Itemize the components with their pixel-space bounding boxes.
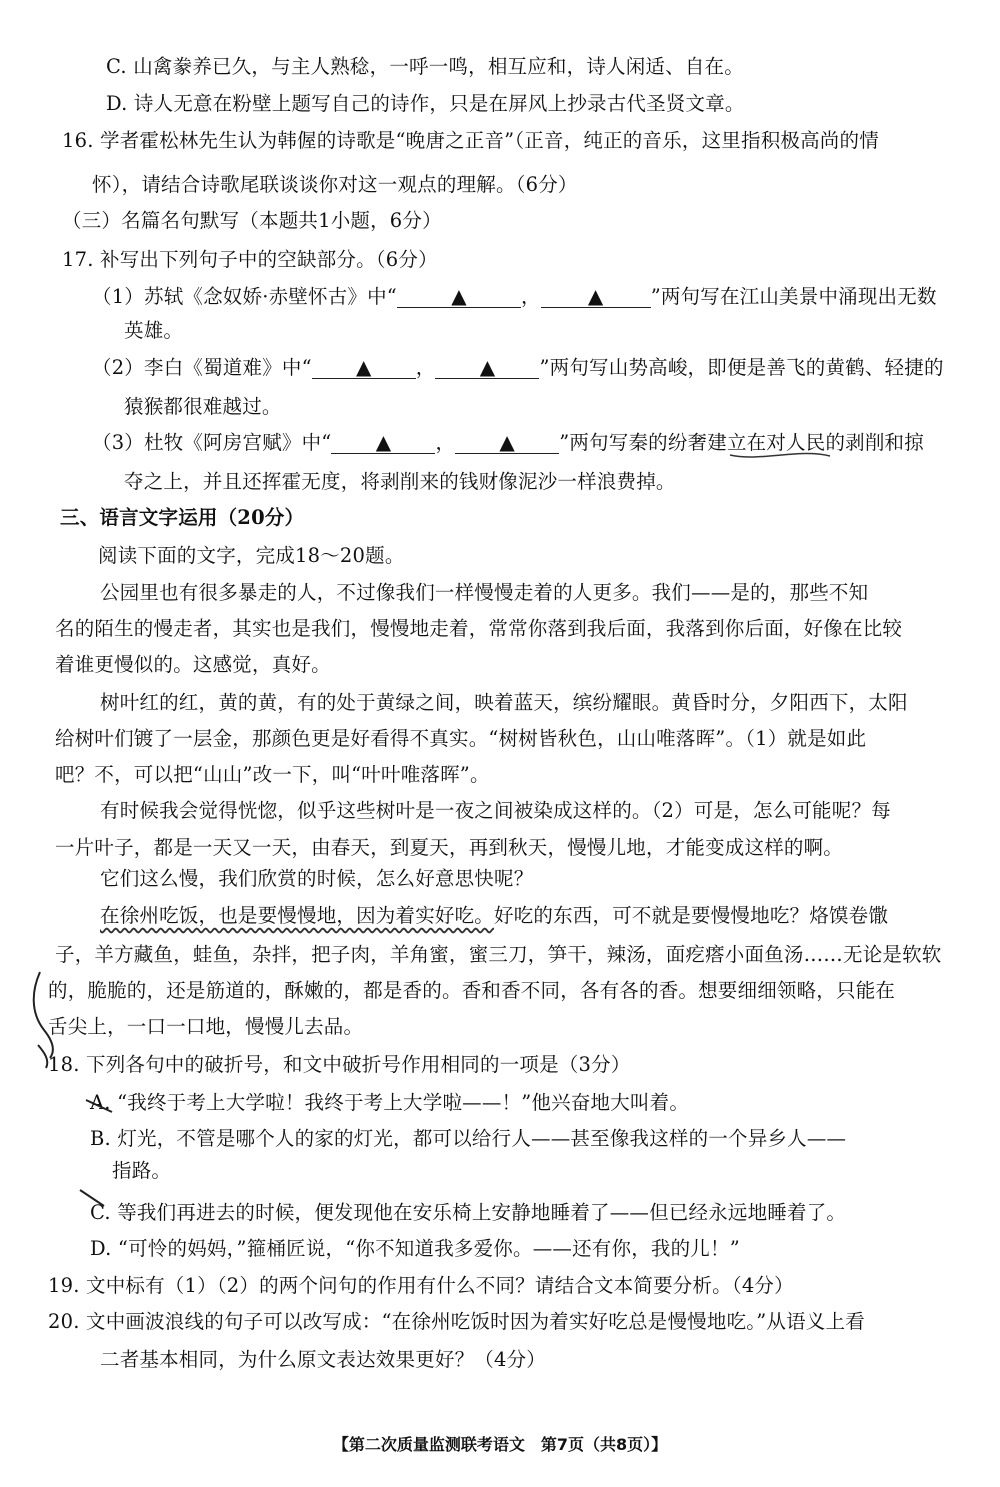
q15-option-d: D. 诗人无意在粉壁上题写自己的诗作，只是在屏风上抄录古代圣贤文章。 bbox=[106, 92, 745, 115]
question-18-circle-mark bbox=[38, 1045, 47, 1068]
q17-item-3-line-2: 夺之上，并且还挥霍无度，将剥削来的钱财像泥沙一样浪费掉。 bbox=[124, 470, 676, 493]
section-3-heading: （三）名篇名句默写（本题共1小题，6分） bbox=[62, 209, 442, 232]
q17-item-2-line-2: 猿猴都很难越过。 bbox=[124, 395, 282, 418]
q18-option-b-line-2: 指路。 bbox=[112, 1159, 172, 1182]
q17-item-1-prefix: （1）苏轼《念奴娇·赤壁怀古》中“ bbox=[92, 285, 397, 308]
wavy-underlined-sentence: 在徐州吃饭，也是要慢慢地，因为着实好吃。 bbox=[100, 904, 495, 927]
blank-triangle-icon: ▲ bbox=[479, 355, 496, 379]
q17-item-2-prefix: （2）李白《蜀道难》中“ bbox=[92, 356, 312, 379]
passage-p5-line-4: 舌尖上，一口一口地，慢慢儿去品。 bbox=[48, 1015, 364, 1038]
passage-p2-line-3: 吧？不，可以把“山山”改一下，叫“叶叶唯落晖”。 bbox=[55, 763, 490, 786]
q15-option-c: C. 山禽豢养已久，与主人熟稔，一呼一鸣，相互应和，诗人闲适、自在。 bbox=[106, 55, 744, 78]
part-3-title: 三、语言文字运用（20分） bbox=[60, 506, 305, 529]
blank-triangle-icon: ▲ bbox=[499, 430, 515, 454]
blank-triangle-icon: ▲ bbox=[355, 355, 372, 379]
q18-option-a: A. “我终于考上大学啦！我终于考上大学啦——！”他兴奋地大叫着。 bbox=[90, 1091, 690, 1114]
q17-comma: ， bbox=[520, 285, 541, 308]
passage-p2-line-2: 给树叶们镀了一层金，那颜色更是好看得不真实。“树树皆秋色，山山唯落晖”。（1）就是如此 bbox=[55, 727, 867, 750]
q17-comma: ， bbox=[435, 431, 456, 454]
strike-mark-option-c bbox=[80, 1190, 104, 1206]
passage-p3-line-2: 一片叶子，都是一天又一天，由春天，到夏天，再到秋天，慢慢儿地，才能变成这样的啊。 bbox=[55, 836, 844, 859]
q19: 19. 文中标有（1）（2）的两个问句的作用有什么不同？请结合文本简要分析。（4分） bbox=[48, 1274, 794, 1297]
passage-p1-line-3: 着谁更慢似的。这感觉，真好。 bbox=[55, 653, 331, 676]
passage-p5-line-2: 子，羊方藏鱼，蛙鱼，杂拌，把子肉，羊角蜜，蜜三刀，笋干，辣汤，面疙瘩小面鱼汤……无论是软软 bbox=[55, 943, 942, 966]
passage-p4-line-1: 它们这么慢，我们欣赏的时候，怎么好意思快呢？ bbox=[100, 867, 534, 890]
q18-stem: 18. 下列各句中的破折号，和文中破折号作用相同的一项是（3分） bbox=[48, 1053, 631, 1076]
margin-bracket-mark bbox=[34, 972, 53, 1058]
reading-intro: 阅读下面的文字，完成18～20题。 bbox=[98, 544, 405, 567]
blank-triangle-icon: ▲ bbox=[451, 284, 467, 308]
passage-p5-line-1-rest: 好吃的东西，可不就是要慢慢地吃？烙馍卷馓 bbox=[494, 904, 889, 927]
q17-stem: 17. 补写出下列句子中的空缺部分。（6分） bbox=[62, 248, 438, 271]
page-footer: 【第二次质量监测联考语文 第7页（共8页）】 bbox=[332, 1435, 668, 1454]
q17-item-2-suffix: ”两句写山势高峻，即便是善飞的黄鹤、轻捷的 bbox=[539, 356, 944, 379]
q17-comma: ， bbox=[415, 356, 436, 379]
q17-item-1-line-2: 英雄。 bbox=[124, 319, 184, 342]
q18-option-b-line-1: B. 灯光，不管是哪个人的家的灯光，都可以给行人——甚至像我这样的一个异乡人—— bbox=[90, 1127, 847, 1150]
q20-line-2: 二者基本相同，为什么原文表达效果更好？（4分） bbox=[100, 1348, 547, 1371]
blank-triangle-icon: ▲ bbox=[375, 430, 392, 454]
passage-p1-line-1: 公园里也有很多暴走的人，不过像我们一样慢慢走着的人更多。我们——是的，那些不知 bbox=[100, 581, 869, 604]
blank-triangle-icon: ▲ bbox=[587, 284, 604, 308]
passage-p2-line-1: 树叶红的红，黄的黄，有的处于黄绿之间，映着蓝天，缤纷耀眼。黄昏时分，夕阳西下，太阳 bbox=[100, 691, 908, 714]
strike-mark-option-a bbox=[86, 1100, 112, 1112]
q16-line-1: 16. 学者霍松林先生认为韩偓的诗歌是“晚唐之正音”（正音，纯正的音乐，这里指积极高尚的情 bbox=[62, 129, 879, 152]
q17-item-1-suffix: ”两句写在江山美景中涌现出无数 bbox=[650, 285, 937, 308]
q20-line-1: 20. 文中画波浪线的句子可以改写成：“在徐州吃饭时因为着实好吃总是慢慢地吃。”从语义上看 bbox=[48, 1310, 865, 1333]
q18-option-c: C. 等我们再进去的时候，便发现他在安乐椅上安静地睡着了——但已经永远地睡着了。 bbox=[90, 1201, 847, 1224]
passage-p5-line-3: 的，脆脆的，还是筋道的，酥嫩的，都是香的。香和香不同，各有各的香。想要细细领略，只能在 bbox=[48, 979, 896, 1002]
underline-mark-q17 bbox=[730, 453, 830, 457]
q17-item-3-suffix: ”两句写秦的纷奢建立在对人民的剥削和掠 bbox=[559, 431, 924, 454]
q16-line-2: 怀），请结合诗歌尾联谈谈你对这一观点的理解。（6分） bbox=[92, 173, 578, 196]
q17-item-3-prefix: （3）杜牧《阿房宫赋》中“ bbox=[92, 431, 332, 454]
passage-p1-line-2: 名的陌生的慢走者，其实也是我们，慢慢地走着，常常你落到我后面，我落到你后面，好像在比较 bbox=[55, 617, 903, 640]
q18-option-d: D. “可怜的妈妈，”箍桶匠说，“你不知道我多爱你。——还有你，我的儿！” bbox=[90, 1237, 740, 1260]
passage-p3-line-1: 有时候我会觉得恍惚，似乎这些树叶是一夜之间被染成这样的。（2）可是，怎么可能呢？每 bbox=[100, 799, 891, 822]
